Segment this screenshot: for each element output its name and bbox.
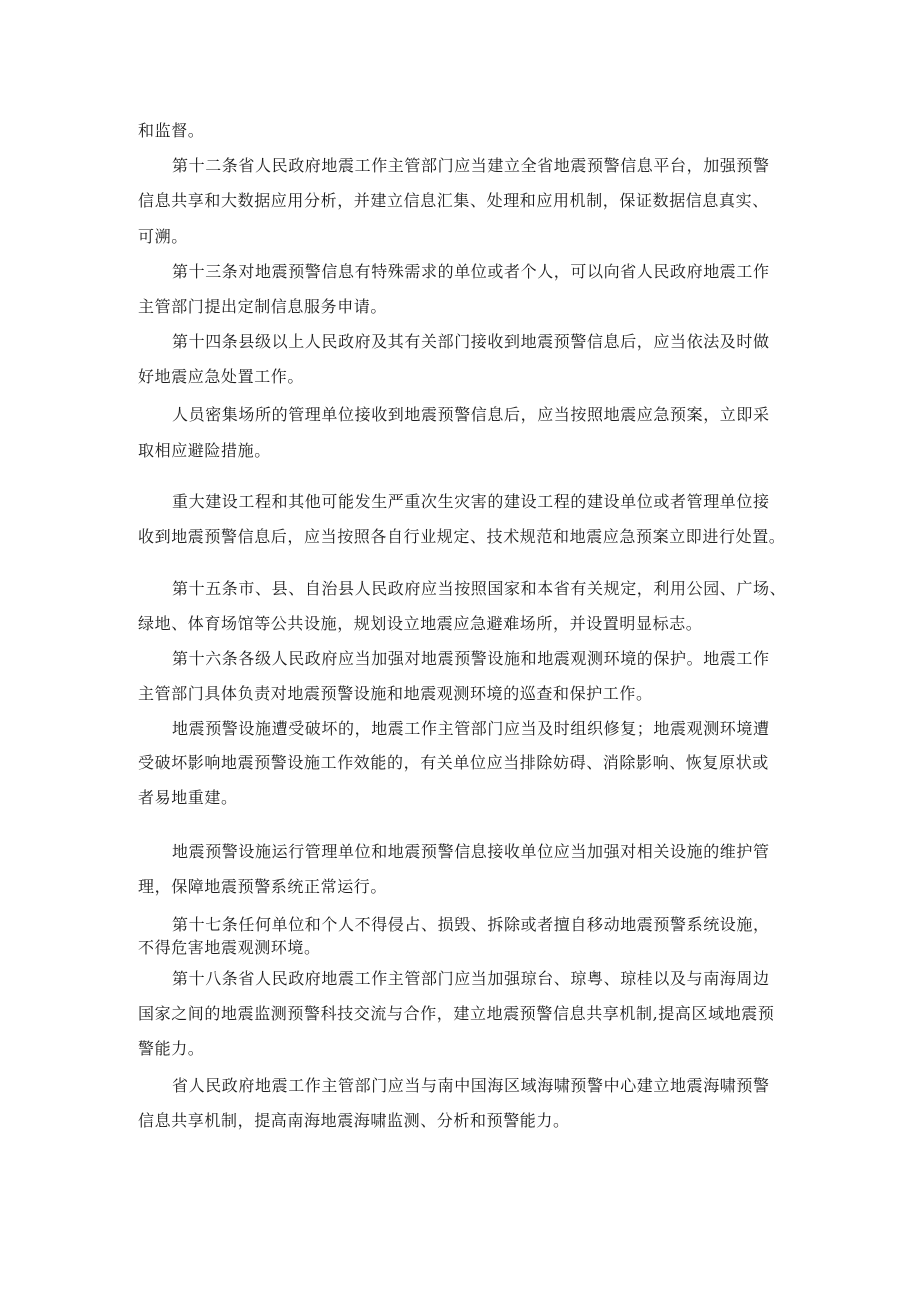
text-line: 者易地重建。 bbox=[138, 788, 238, 807]
text-line: 重大建设工程和其他可能发生严重次生灾害的建设工程的建设单位或者管理单位接 bbox=[172, 492, 770, 511]
text-line: 好地震应急处置工作。 bbox=[138, 367, 305, 386]
text-line: 地震预警设施遭受破坏的，地震工作主管部门应当及时组织修复；地震观测环境遭 bbox=[172, 719, 770, 738]
text-line: 第十五条市、县、自治县人民政府应当按照国家和本省有关规定，利用公园、广场、 bbox=[172, 579, 787, 598]
text-line: 第十六条各级人民政府应当加强对地震预警设施和地震观测环境的保护。地震工作 bbox=[172, 649, 770, 668]
text-line: 主管部门具体负责对地震预警设施和地震观测环境的巡查和保护工作。 bbox=[138, 684, 653, 703]
text-line: 第十八条省人民政府地震工作主管部门应当加强琼台、琼粤、琼桂以及与南海周边 bbox=[172, 969, 770, 988]
text-line: 地震预警设施运行管理单位和地震预警信息接收单位应当加强对相关设施的维护管 bbox=[172, 842, 770, 861]
text-line: 信息共享和大数据应用分析，并建立信息汇集、处理和应用机制，保证数据信息真实、 bbox=[138, 191, 769, 210]
text-line: 受破坏影响地震预警设施工作效能的，有关单位应当排除妨碍、消除影响、恢复原状或 bbox=[138, 753, 769, 772]
text-line: 人员密集场所的管理单位接收到地震预警信息后，应当按照地震应急预案，立即采 bbox=[172, 405, 770, 424]
text-line: 和监督。 bbox=[138, 121, 205, 140]
text-line: 省人民政府地震工作主管部门应当与南中国海区域海啸预警中心建立地震海啸预警 bbox=[172, 1076, 770, 1095]
text-line: 收到地震预警信息后，应当按照各自行业规定、技术规范和地震应急预案立即进行处置。 bbox=[138, 527, 786, 546]
text-line: 可溯。 bbox=[138, 227, 188, 246]
text-line: 取相应避险措施。 bbox=[138, 441, 271, 460]
text-line: 主管部门提出定制信息服务申请。 bbox=[138, 297, 388, 316]
text-line: 理，保障地震预警系统正常运行。 bbox=[138, 877, 388, 896]
text-line: 第十七条任何单位和个人不得侵占、损毁、拆除或者擅自移动地震预警系统设施， bbox=[172, 915, 770, 934]
text-line: 第十四条县级以上人民政府及其有关部门接收到地震预警信息后，应当依法及时做 bbox=[172, 332, 770, 351]
text-line: 国家之间的地震监测预警科技交流与合作，建立地震预警信息共享机制,提高区域地震预 bbox=[138, 1004, 775, 1023]
text-line: 不得危害地震观测环境。 bbox=[138, 938, 321, 957]
text-line: 绿地、体育场馆等公共设施，规划设立地震应急避难场所，并设置明显标志。 bbox=[138, 614, 703, 633]
text-line: 第十二条省人民政府地震工作主管部门应当建立全省地震预警信息平台，加强预警 bbox=[172, 156, 770, 175]
text-line: 信息共享机制，提高南海地震海啸监测、分析和预警能力。 bbox=[138, 1111, 570, 1130]
text-line: 第十三条对地震预警信息有特殊需求的单位或者个人，可以向省人民政府地震工作 bbox=[172, 262, 770, 281]
text-line: 警能力。 bbox=[138, 1039, 205, 1058]
